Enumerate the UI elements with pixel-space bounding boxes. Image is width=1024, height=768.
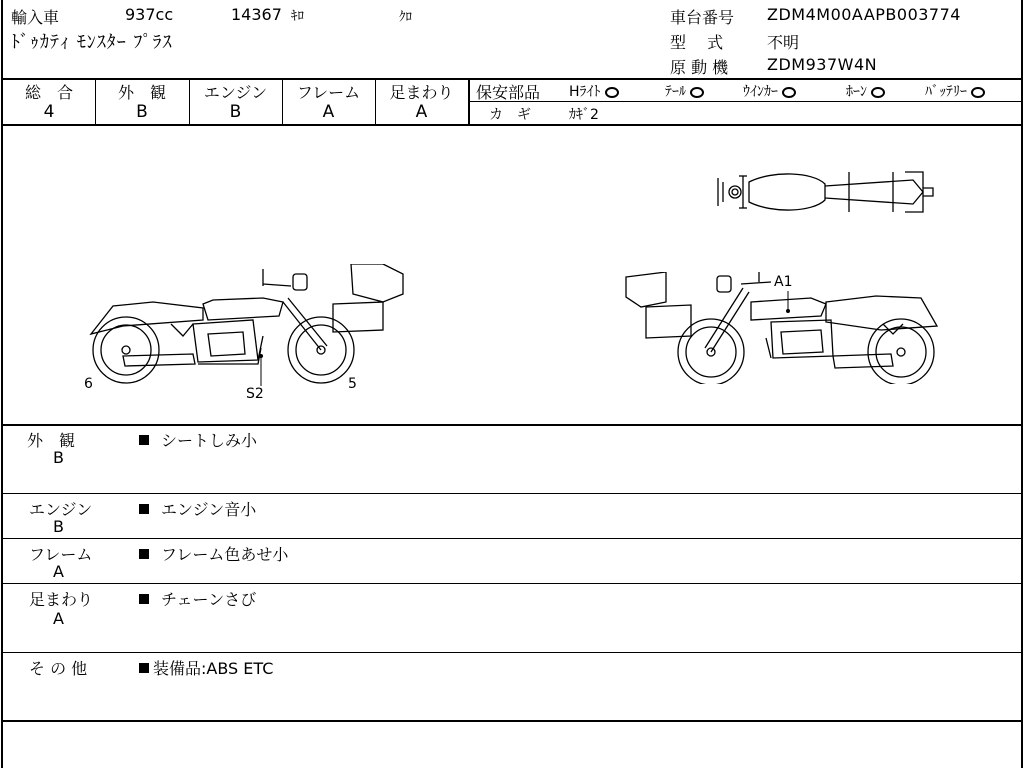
frame-grade: A [322,102,335,122]
note-grade: B [53,448,64,467]
safety-item-label: Hﾗｲﾄ [569,84,601,100]
damage-diagram [3,124,1021,424]
damage-mark: 6 [84,376,93,392]
engine-label: 原 動 機 [670,58,729,77]
type-value: 不明 [767,33,800,52]
divider [3,720,1021,722]
engine-grade-label: エンジン [203,83,268,102]
motorcycle-top-view-icon [713,168,939,216]
safety-item [665,81,704,101]
note-category: フレーム [29,545,93,564]
note-text-value: チェーンさび [161,590,257,609]
divider [3,493,1021,494]
exterior-grade: B [136,102,148,122]
note-text [139,587,256,610]
note-grade: A [53,609,64,628]
marker-line-icon [255,352,267,388]
safety-item [743,81,796,101]
type-label: 型 式 [670,33,724,52]
divider [3,538,1021,539]
note-text [139,428,257,451]
chassis-number: ZDM4M00AAPB003774 [767,5,961,24]
key-label: カ ギ [489,107,531,123]
note-text-value: フレーム色あせ小 [161,545,289,564]
chassis-label: 車台番号 [670,8,735,27]
note-category: そ の 他 [29,659,88,678]
note-grade: A [53,562,64,581]
frame-label: フレーム [296,83,361,102]
mileage-unit: ｷﾛ [291,9,304,24]
bullet-square-icon [139,663,149,673]
damage-mark: 5 [348,376,357,392]
model-name: ﾄﾞｩｶﾃｨ ﾓﾝｽﾀｰ ﾌﾟﾗｽ [11,32,173,53]
ok-circle-icon [871,87,885,98]
motorcycle-left-view-icon [83,264,413,384]
note-grade: B [53,517,64,536]
damage-mark: A1 [774,274,793,290]
note-text [139,542,288,565]
note-category: エンジン [29,500,93,519]
note-text [139,497,256,520]
safety-item [569,81,619,101]
bullet-square-icon [139,549,149,559]
safety-item-label: ｳｲﾝｶｰ [743,84,778,100]
import-label: 輸入車 [11,8,60,27]
safety-item [925,81,985,101]
engine-grade: B [229,102,242,122]
note-text [139,656,273,679]
displacement: 937cc [125,5,174,24]
inspection-sheet [1,0,1023,768]
mileage-value: 14367 [231,5,282,24]
note-text-value: エンジン音小 [161,500,257,519]
exterior-label: 外 観 [117,83,166,102]
color: ｸﾛ [399,10,412,25]
note-category: 外 観 [27,431,76,450]
safety-item-label: ﾎｰﾝ [846,84,867,100]
mileage [231,5,304,24]
bullet-square-icon [139,594,149,604]
overall-label: 総 合 [24,83,73,102]
ok-circle-icon [971,87,985,98]
safety-item-label: ﾃｰﾙ [665,84,686,100]
marker-line-icon [782,289,794,315]
safety-item [846,81,885,101]
safety-item-label: ﾊﾞｯﾃﾘｰ [925,84,967,100]
damage-mark: S2 [246,386,264,402]
divider [3,424,1021,426]
divider [3,652,1021,653]
divider [3,583,1021,584]
note-text-value: シートしみ小 [161,431,258,450]
note-category: 足まわり [29,590,94,609]
safety-parts-label: 保安部品 [476,83,541,102]
divider [468,78,470,124]
ok-circle-icon [782,87,796,98]
overall-grade: 4 [43,102,55,122]
suspension-grade: A [415,102,428,122]
divider [469,101,1021,102]
note-text-value: 装備品:ABS ETC [153,659,274,678]
ok-circle-icon [690,87,704,98]
engine-number: ZDM937W4N [767,55,878,74]
bullet-square-icon [139,504,149,514]
ok-circle-icon [605,87,619,98]
bullet-square-icon [139,435,149,445]
key-value: ｶｷﾞ2 [569,107,599,123]
suspension-label: 足まわり [389,83,454,102]
